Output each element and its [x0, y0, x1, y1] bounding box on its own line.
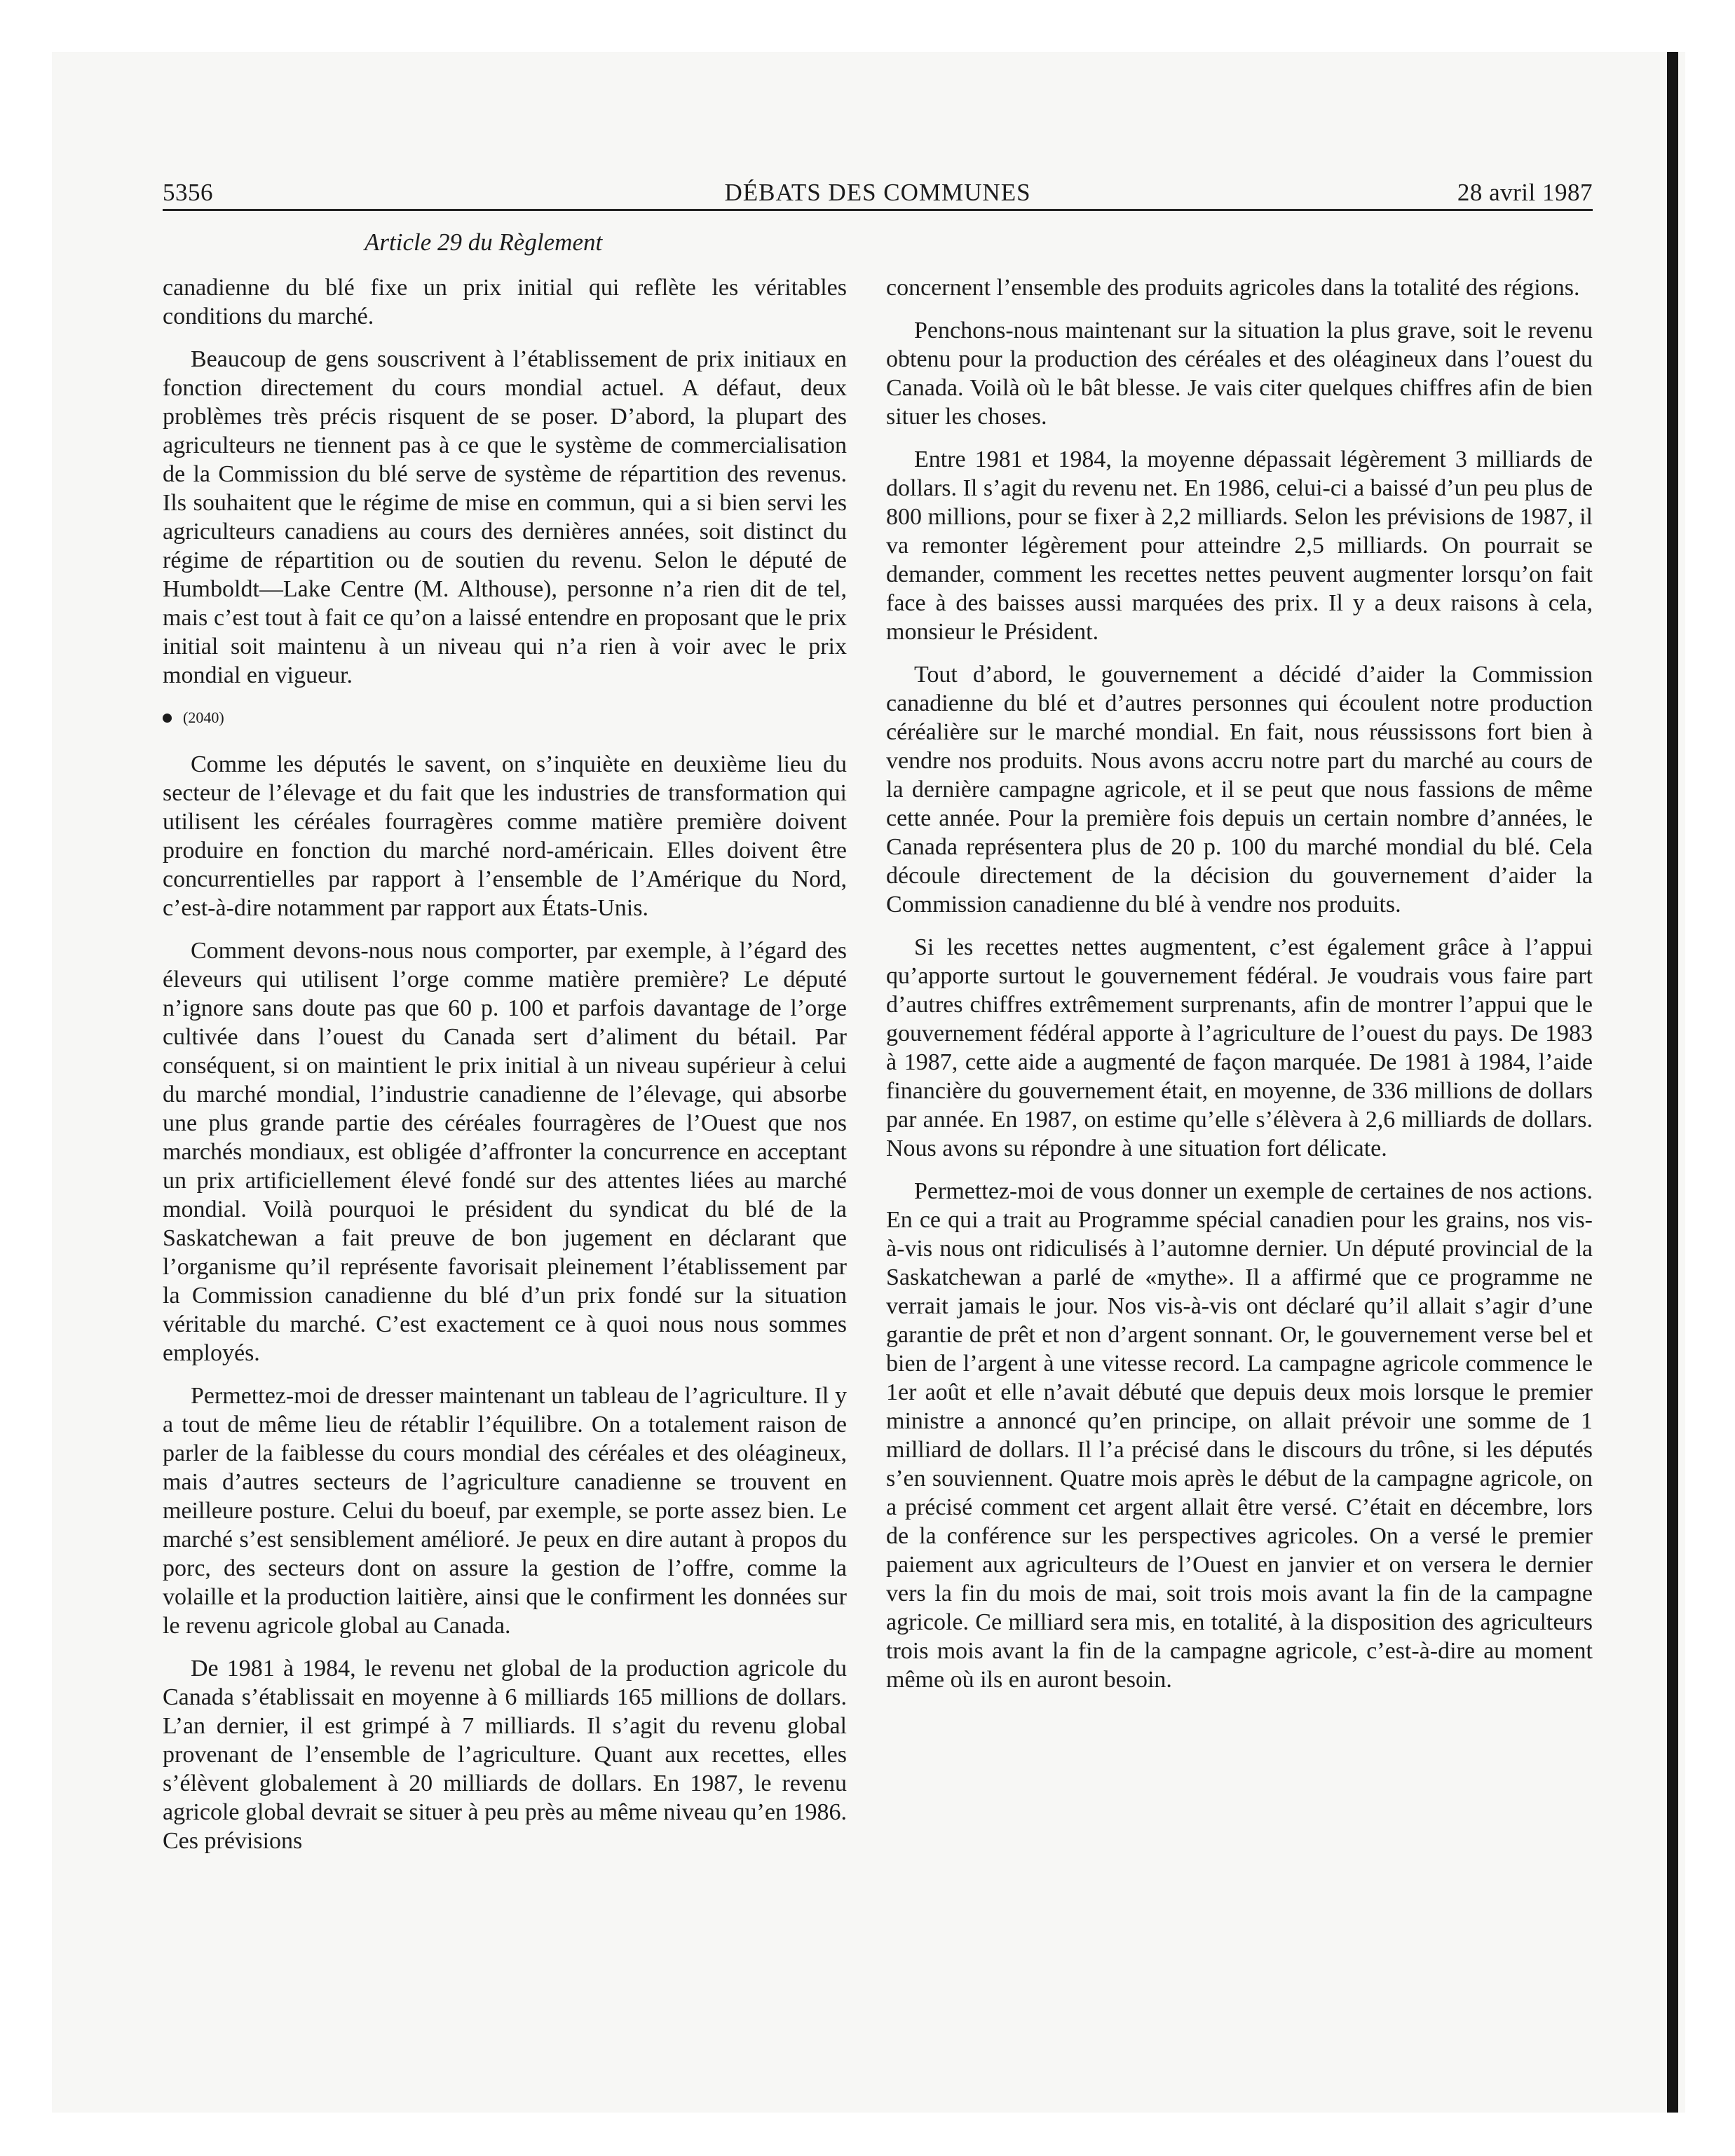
left-column — [163, 273, 847, 1869]
paragraph: Entre 1981 et 1984, la moyenne dépassait légèrement 3 milliards de dollars. Il s’agit du revenu net. En 1986, celui-ci a baissé d’un peu plus de 800 millions, pour se fixer à 2,2 milliards. Selon les prévisions de 1987, il va remonter légèrement pour atteindre 2,5 milliards. On pourrait se demander, comment les recettes nettes peuvent augmenter lorsqu’on fait face à des baisses aussi marquées des prix. Il y a deux raisons à cela, monsieur le Président. — [886, 446, 1593, 645]
time-marker — [163, 704, 847, 732]
paragraph: Permettez-moi de dresser maintenant un tableau de l’agriculture. Il y a tout de même lieu de rétablir l’équilibre. On a totalement raison de parler de la faiblesse du cours mondial des céréales et des oléagineux, mais d’autres secteurs de l’agriculture canadienne se trouvent en meilleure posture. Celui du boeuf, par exemple, se porte assez bien. Le marché s’est sensiblement amélioré. Je peux en dire autant à propos du porc, des secteurs dont on assure la gestion de l’offre, comme la volaille et la production laitière, ainsi que le confirment les données sur le revenu agricole global au Canada. — [163, 1383, 847, 1639]
bullet-icon — [163, 714, 172, 723]
page-header — [163, 177, 1593, 211]
page-date: 28 avril 1987 — [1457, 179, 1593, 206]
paragraph: canadienne du blé fixe un prix initial qui reflète les véritables conditions du marché. — [163, 275, 847, 329]
right-column — [886, 273, 1593, 1708]
paragraph: Beaucoup de gens souscrivent à l’établissement de prix initiaux en fonction directement du cours mondial actuel. A défaut, deux problèmes très précis risquent de se poser. D’abord, la plupart des agriculteurs ne tiennent pas à ce que le système de commercialisation de la Commission du blé serve de système de répartition des revenus. Ils souhaitent que le régime de mise en commun, qui a si bien servi les agriculteurs canadiens au cours des dernières années, soit distinct du régime de répartition ou de soutien du revenu. Selon le député de Humboldt—Lake Centre (M. Althouse), personne n’a rien dit de tel, mais c’est tout à fait ce qu’on a laissé entendre en proposant que le prix initial soit maintenu à un niveau qui n’a rien à voir avec le prix mondial en vigueur. — [163, 346, 847, 688]
paragraph: Comme les députés le savent, on s’inquiète en deuxième lieu du secteur de l’élevage et du fait que les industries de transformation qui utilisent les céréales fourragères comme matière première doivent produire en fonction du marché nord-américain. Elles doivent être concurrentielles par rapport à l’ensemble de l’Amérique du Nord, c’est-à-dire notamment par rapport aux États-Unis. — [163, 751, 847, 921]
paragraph: Tout d’abord, le gouvernement a décidé d’aider la Commission canadienne du blé et d’autres personnes qui écoulent notre production céréalière sur le marché mondial. En fait, nous réussissons fort bien à vendre nos produits. Nous avons accru notre part du marché au cours de la dernière campagne agricole, et il se peut que nous fassions de même cette année. Pour la première fois depuis un certain nombre d’années, le Canada représentera plus de 20 p. 100 du marché mondial du blé. Cela découle directement de la décision du gouvernement d’aider la Commission canadienne du blé à vendre nos produits. — [886, 662, 1593, 917]
paragraph: Permettez-moi de vous donner un exemple de certaines de nos actions. En ce qui a trait au Programme spécial canadien pour les grains, nos vis-à-vis nous ont ridiculisés à l’automne dernier. Un député provincial de la Saskatchewan a parlé de «mythe». Il a affirmé que ce programme ne verrait jamais le jour. Nos vis-à-vis ont déclaré qu’il allait s’agir d’une garantie de prêt et non d’argent sonnant. Or, le gouvernement verse bel et bien de l’argent à une vitesse record. La campagne agricole commence le 1er août et elle n’avait débuté que depuis deux mois lorsque le premier ministre a annoncé qu’en principe, on allait prévoir une somme de 1 milliard de dollars. Il l’a précisé dans le discours du trône, si les députés s’en souviennent. Quatre mois après le début de la campagne agricole, on a précisé comment cet argent allait être versé. C’était en décembre, lors de la conférence sur les perspectives agricoles. On a versé le premier paiement aux agriculteurs de l’Ouest en janvier et on versera le dernier vers la fin du mois de mai, soit trois mois avant la fin de la campagne agricole. Ce milliard sera mis, en totalité, à la disposition des agriculteurs trois mois avant la fin de la campagne agricole, c’est-à-dire au moment même où ils en auront besoin. — [886, 1178, 1593, 1693]
paragraph: De 1981 à 1984, le revenu net global de la production agricole du Canada s’établissait en moyenne à 6 milliards 165 millions de dollars. L’an dernier, il est grimpé à 7 milliards. Il s’agit du revenu global provenant de l’ensemble de l’agriculture. Quant aux recettes, elles s’élèvent globalement à 20 milliards de dollars. En 1987, le revenu agricole global devrait se situer à peu près au même niveau qu’en 1986. Ces prévisions — [163, 1656, 847, 1854]
paragraph: Si les recettes nettes augmentent, c’est également grâce à l’appui qu’apporte surtout le gouvernement fédéral. Je voudrais vous faire part d’autres chiffres extrêmement surprenants, afin de montrer l’appui que le gouvernement fédéral apporte à l’agriculture de l’ouest du pays. De 1983 à 1987, cette aide a augmenté de façon marquée. De 1981 à 1984, l’aide financière du gouvernement était, en moyenne, de 336 millions de dollars par année. En 1987, on estime qu’elle s’élèvera à 2,6 milliards de dollars. Nous avons su répondre à une situation fort délicate. — [886, 934, 1593, 1161]
time-marker-label: (2040) — [183, 709, 224, 726]
scan-edge-bar — [1667, 52, 1678, 2113]
paragraph: concernent l’ensemble des produits agricoles dans la totalité des régions. — [886, 275, 1580, 301]
paragraph: Penchons-nous maintenant sur la situation la plus grave, soit le revenu obtenu pour la production des céréales et des oléagineux dans l’ouest du Canada. Voilà où le bât blesse. Je vais citer quelques chiffres afin de bien situer les choses. — [886, 318, 1593, 430]
publication-title: DÉBATS DES COMMUNES — [724, 179, 1031, 206]
page-number: 5356 — [163, 179, 213, 206]
section-rubric: Article 29 du Règlement — [365, 228, 603, 256]
paragraph: Comment devons-nous nous comporter, par exemple, à l’égard des éleveurs qui utilisent l’orge comme matière première? Le député n’ignore sans doute pas que 60 p. 100 et parfois davantage de l’orge cultivée dans l’ouest du Canada sert d’aliment du bétail. Par conséquent, si on maintient le prix initial à un niveau supérieur à celui du marché mondial, l’industrie canadienne de l’élevage, qui absorbe une plus grande partie des céréales fourragères de l’Ouest que nos marchés mondiaux, est obligée d’affronter la concurrence en acceptant un prix artificiellement élevé fondé sur des attentes liées au marché mondial. Voilà pourquoi le président du syndicat du blé de la Saskatchewan a fait preuve de bon jugement en déclarant que l’organisme qu’il représente favorisait pleinement l’établissement par la Commission canadienne du blé d’un prix fondé sur la situation véritable du marché. C’est exactement ce à quoi nous nous sommes employés. — [163, 938, 847, 1366]
